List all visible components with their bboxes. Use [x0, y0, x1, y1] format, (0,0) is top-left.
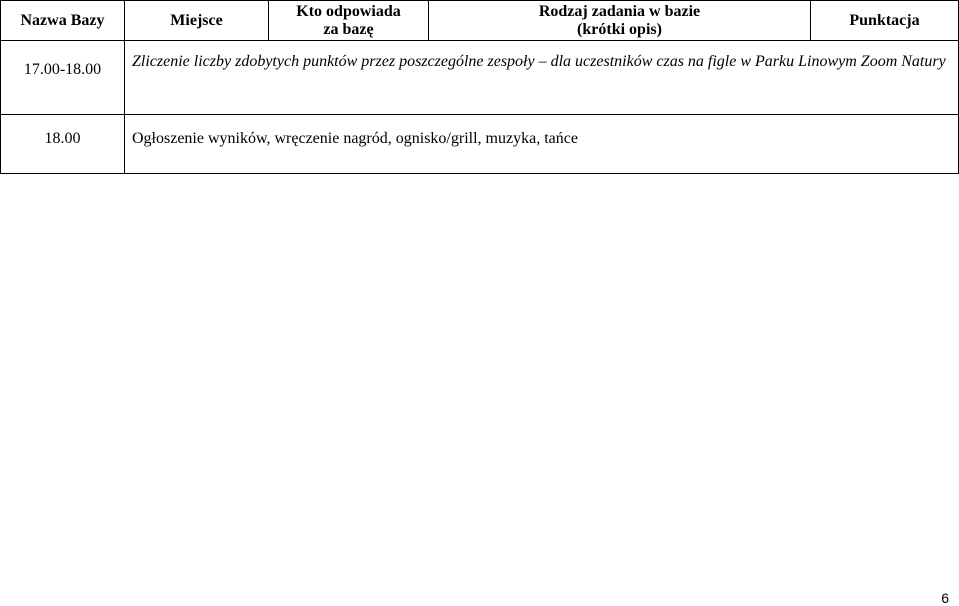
header-punktacja: Punktacja: [811, 1, 959, 41]
header-rodzaj-zadania: Rodzaj zadania w bazie (krótki opis): [429, 1, 811, 41]
header-row: [1, 1, 959, 41]
header-kto-odpowiada: Kto odpowiada za bazę: [269, 1, 429, 41]
schedule-table: [0, 0, 959, 174]
row-description-cell: Ogłoszenie wyników, wręczenie nagród, ognisko/grill, muzyka, tańce: [125, 115, 959, 174]
page-number: 6: [941, 590, 949, 606]
table-row: [1, 41, 959, 115]
row-description-cell: Zliczenie liczby zdobytych punktów przez poszczególne zespoły – dla uczestników czas na figle w Parku Linowym Zoom Natury: [125, 41, 959, 115]
table-row: [1, 115, 959, 174]
row-time-cell: 17.00-18.00: [1, 41, 125, 115]
header-nazwa-bazy: Nazwa Bazy: [1, 1, 125, 41]
header-miejsce: Miejsce: [125, 1, 269, 41]
row-time-cell: 18.00: [1, 115, 125, 174]
